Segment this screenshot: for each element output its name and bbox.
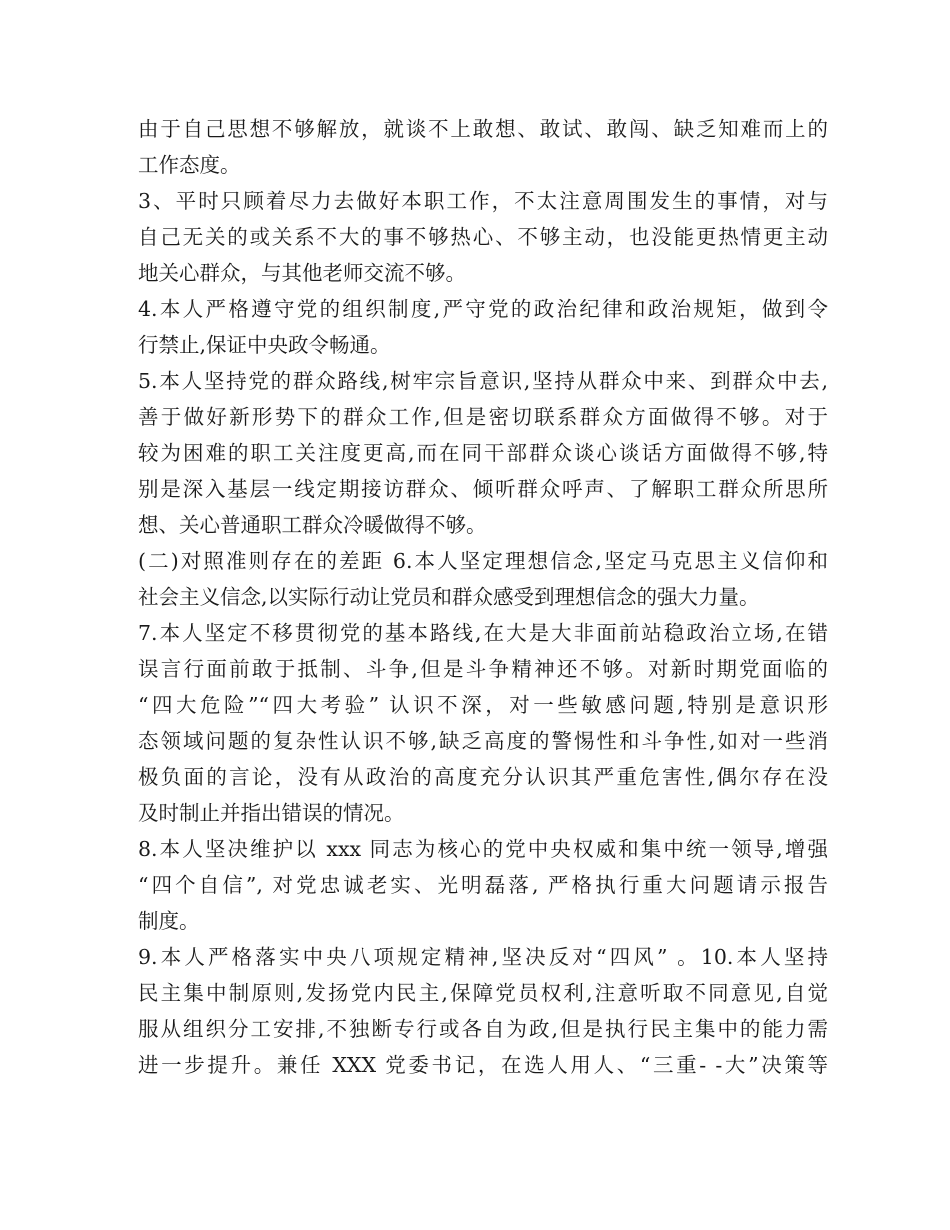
text-line: 3、平时只顾着尽力去做好本职工作，不太注意周围发生的事情，对与 xyxy=(138,189,828,213)
text-line: 想、关心普通职工群众冷暖做得不够。 xyxy=(138,513,487,537)
text-line: 工作态度。 xyxy=(138,153,241,177)
text-line: “四个自信”, 对党忠诚老实、光明磊落, 严格执行重大问题请示报告 xyxy=(138,873,828,897)
text-line: 地关心群众，与其他老师交流不够。 xyxy=(138,261,466,285)
text-line: 善于做好新形势下的群众工作,但是密切联系群众方面做得不够。对于 xyxy=(138,405,828,429)
text-line: 4.本人严格遵守党的组织制度,严守党的政治纪律和政治规矩，做到令 xyxy=(138,297,828,321)
text-line: 态领域问题的复杂性认识不够,缺乏高度的警惕性和斗争性,如对一些消 xyxy=(138,729,828,753)
text-line: 8.本人坚决维护以 xxx 同志为核心的党中央权威和集中统一领导,增强 xyxy=(138,837,828,861)
text-line: 制度。 xyxy=(138,909,200,933)
text-line: 民主集中制原则,发扬党内民主,保障党员权利,注意听取不同意见,自觉 xyxy=(138,981,828,1005)
text-line: 5.本人坚持党的群众路线,树牢宗旨意识,坚持从群众中来、到群众中去, xyxy=(138,369,828,393)
text-line: 9.本人严格落实中央八项规定精神,坚决反对“四风” 。10.本人坚持 xyxy=(138,945,828,969)
text-line: (二)对照准则存在的差距 6.本人坚定理想信念,坚定马克思主义信仰和 xyxy=(138,549,828,573)
text-line: 较为困难的职工关注度更高,而在同干部群众谈心谈话方面做得不够,特 xyxy=(138,441,828,465)
text-line: 别是深入基层一线定期接访群众、倾听群众呼声、了解职工群众所思所 xyxy=(138,477,828,501)
text-line: 极负面的言论，没有从政治的高度充分认识其严重危害性,偶尔存在没 xyxy=(138,765,828,789)
body-text xyxy=(138,111,828,1083)
text-line: 行禁止,保证中央政令畅通。 xyxy=(138,333,391,357)
text-line: “四大危险”“四大考验” 认识不深，对一些敏感问题,特别是意识形 xyxy=(138,693,828,717)
text-line: 进一步提升。兼任 XXX 党委书记，在选人用人、“三重- -大”决策等 xyxy=(138,1053,828,1077)
text-line: 自己无关的或关系不大的事不够热心、不够主动，也没能更热情更主动 xyxy=(138,225,828,249)
text-line: 社会主义信念,以实际行动让党员和群众感受到理想信念的强大力量。 xyxy=(138,585,760,609)
text-line: 7.本人坚定不移贯彻党的基本路线,在大是大非面前站稳政治立场,在错 xyxy=(138,621,828,645)
text-line: 服从组织分工安排,不独断专行或各自为政,但是执行民主集中的能力需 xyxy=(138,1017,828,1041)
text-line: 误言行面前敢于抵制、斗争,但是斗争精神还不够。对新时期党面临的 xyxy=(138,657,828,681)
text-line: 由于自己思想不够解放，就谈不上敢想、敢试、敢闯、缺乏知难而上的 xyxy=(138,117,828,141)
text-line: 及时制止并指出错误的情况。 xyxy=(138,801,405,825)
